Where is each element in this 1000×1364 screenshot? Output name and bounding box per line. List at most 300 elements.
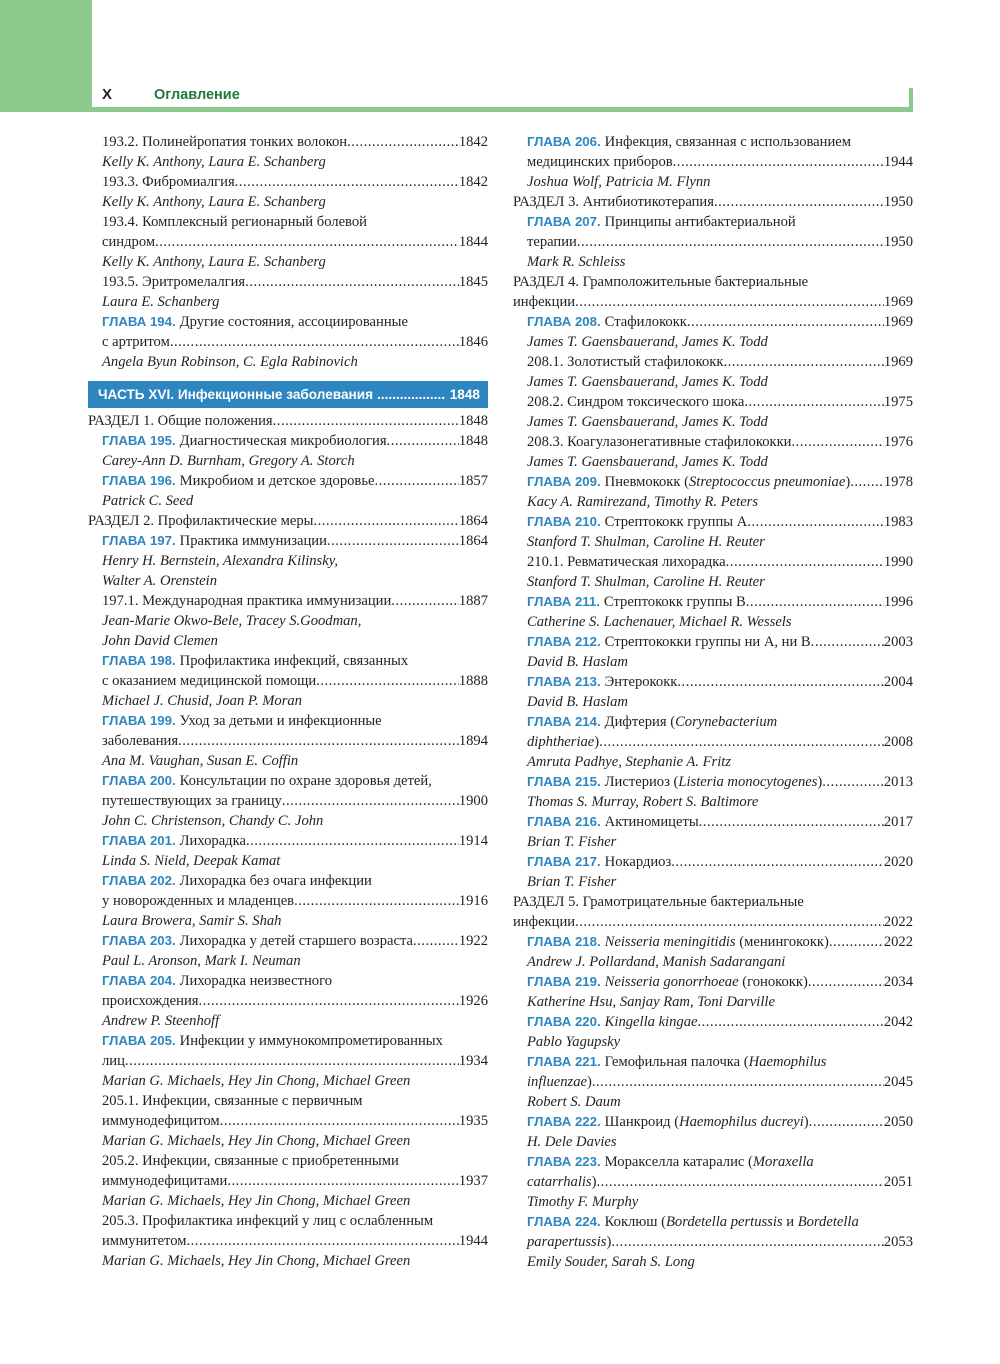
toc-entry-text — [527, 132, 851, 152]
entry-title: лиц — [102, 1053, 125, 1069]
page-reference: 1848 — [458, 413, 488, 429]
toc-entry-text — [102, 731, 178, 751]
entry-latin-name: Bordetella — [797, 1214, 859, 1230]
chapter-label: ГЛАВА 201. — [102, 833, 176, 848]
page-reference: 1914 — [458, 833, 488, 849]
entry-title: иммунитетом — [102, 1233, 187, 1249]
entry-title: Marian G. Michaels, Hey Jin Chong, Michael Green — [102, 1073, 411, 1089]
toc-entry-text — [527, 1232, 611, 1252]
toc-subchapter — [88, 172, 488, 192]
page-reference: 1894 — [458, 733, 488, 749]
entry-title: терапии — [527, 234, 577, 250]
page-reference: 1845 — [458, 274, 488, 290]
entry-title: H. Dele Davies — [527, 1134, 617, 1150]
entry-title: Thomas S. Murray, Robert S. Baltimore — [527, 794, 759, 810]
toc-entry-text — [527, 352, 723, 372]
leader-dots — [316, 671, 459, 691]
page-reference: 2013 — [883, 774, 913, 790]
toc-chapter — [88, 711, 488, 731]
leader-dots — [347, 132, 459, 152]
page-reference: 1935 — [458, 1113, 488, 1129]
toc-authors — [88, 851, 488, 871]
leader-dots — [699, 812, 884, 832]
entry-title: Общие положения — [157, 413, 273, 429]
chapter-label: ГЛАВА 209. — [527, 474, 601, 489]
toc-authors — [88, 551, 488, 571]
toc-entry-text — [102, 252, 326, 272]
toc-entry-text — [102, 471, 374, 491]
entry-title: 210.1. Ревматическая лихорадка — [527, 554, 726, 570]
entry-title: Brian T. Fisher — [527, 874, 617, 890]
toc-entry-text — [527, 552, 726, 572]
toc-entry-text — [527, 872, 616, 892]
toc-entry-text — [527, 952, 785, 972]
toc-authors — [88, 691, 488, 711]
entry-title: Стафилококк — [604, 314, 687, 330]
entry-title: Принципы антибактериальной — [604, 214, 796, 230]
chapter-label: ГЛАВА 222. — [527, 1114, 601, 1129]
chapter-label: ГЛАВА 212. — [527, 634, 601, 649]
toc-entry-continuation — [88, 791, 488, 811]
entry-title: James T. Gaensbauerand, James K. Todd — [527, 334, 768, 350]
chapter-label: ГЛАВА 200. — [102, 773, 176, 788]
entry-title: Pablo Yagupsky — [527, 1034, 621, 1050]
page-reference: 2034 — [883, 974, 913, 990]
entry-title: Amruta Padhye, Stephanie A. Fritz — [527, 754, 732, 770]
entry-title: 208.2. Синдром токсического шока — [527, 394, 745, 410]
entry-title-tail: ) — [594, 734, 600, 750]
entry-title: заболевания — [102, 733, 179, 749]
page-reference: 2050 — [883, 1114, 913, 1130]
toc-chapter — [513, 132, 913, 152]
toc-entry-text — [527, 672, 677, 692]
entry-title: Marian G. Michaels, Hey Jin Chong, Michael Green — [102, 1133, 411, 1149]
page-reference: 1842 — [458, 174, 488, 190]
toc-entry-continuation — [88, 1111, 488, 1131]
chapter-label: ГЛАВА 205. — [102, 1033, 176, 1048]
entry-title: Антибиотикотерапия — [582, 194, 714, 210]
entry-title: Нокардиоз — [604, 854, 672, 870]
toc-entry-text — [513, 912, 575, 932]
toc-entry-text — [102, 711, 382, 731]
toc-entry-text — [527, 712, 777, 732]
toc-entry-continuation — [88, 731, 488, 751]
toc-subchapter — [513, 392, 913, 412]
leader-dots — [577, 232, 884, 252]
toc-entry-text — [527, 492, 758, 512]
toc-chapter — [88, 531, 488, 551]
chapter-label: ГЛАВА 197. — [102, 533, 176, 548]
toc-entry-continuation — [88, 1231, 488, 1251]
toc-entry-text — [527, 232, 577, 252]
toc-entry-text — [102, 551, 338, 571]
toc-entry-text — [527, 792, 758, 812]
leader-dots — [673, 152, 884, 172]
leader-dots — [592, 1072, 884, 1092]
entry-title: медицинских приборов — [527, 154, 673, 170]
page-reference: 1864 — [458, 533, 488, 549]
page-reference: 2017 — [883, 814, 913, 830]
toc-entry-text — [527, 392, 744, 412]
toc-authors — [513, 252, 913, 272]
toc-chapter — [513, 1012, 913, 1032]
page-reference: 1864 — [458, 513, 488, 529]
entry-latin-name: Kingella kingae — [604, 1014, 698, 1030]
entry-title: Joshua Wolf, Patricia M. Flynn — [527, 174, 711, 190]
toc-chapter — [88, 312, 488, 332]
toc-entry-text — [527, 332, 768, 352]
toc-entry-continuation — [513, 232, 913, 252]
leader-dots — [822, 772, 884, 792]
toc-entry-text — [527, 1192, 638, 1212]
toc-authors — [88, 152, 488, 172]
entry-title: Диагностическая микробиология — [179, 433, 387, 449]
entry-title-tail: (гонококк) — [738, 974, 808, 990]
toc-chapter — [513, 1212, 913, 1232]
entry-title: Emily Souder, Sarah S. Long — [527, 1254, 695, 1270]
toc-subchapter — [88, 1211, 488, 1231]
toc-entry-text — [102, 971, 332, 991]
entry-title: происхождения — [102, 993, 199, 1009]
part-page-number: 1848 — [449, 387, 480, 402]
toc-entry-text — [102, 1191, 410, 1211]
section-label: РАЗДЕЛ 2. — [88, 513, 155, 529]
leader-dots — [227, 1171, 459, 1191]
entry-title: 208.1. Золотистый стафилококк — [527, 354, 724, 370]
toc-entry-text — [102, 272, 245, 292]
toc-chapter — [88, 651, 488, 671]
toc-authors — [513, 1092, 913, 1112]
toc-entry-text — [527, 472, 850, 492]
toc-authors — [513, 1032, 913, 1052]
chapter-label: ГЛАВА 195. — [102, 433, 176, 448]
entry-title-tail: ) — [845, 474, 851, 490]
entry-title: Mark R. Schleiss — [527, 254, 626, 270]
toc-entry-text — [88, 411, 273, 431]
entry-title: Стрептококк группы В — [603, 594, 746, 610]
entry-latin-name: Listeria monocytogenes — [678, 774, 818, 790]
entry-title: с артритом — [102, 334, 170, 350]
toc-entry-text — [527, 992, 775, 1012]
toc-entry-text — [102, 1131, 410, 1151]
toc-entry-text — [527, 452, 768, 472]
part-title: ЧАСТЬ XVI. Инфекционные заболевания — [98, 387, 374, 402]
leader-dots — [125, 1051, 459, 1071]
toc-entry-text — [527, 752, 731, 772]
entry-title: Энтерококк — [604, 674, 678, 690]
entry-title: Marian G. Michaels, Hey Jin Chong, Michael Green — [102, 1253, 411, 1269]
page-reference: 2022 — [883, 934, 913, 950]
entry-latin-name: Haemophilus ducreyi — [679, 1114, 804, 1130]
toc-entry-text — [527, 932, 829, 952]
toc-chapter — [88, 931, 488, 951]
toc-authors — [513, 492, 913, 512]
toc-authors — [88, 352, 488, 372]
page-reference: 1857 — [458, 473, 488, 489]
page-reference: 1978 — [883, 474, 913, 490]
leader-dots — [199, 991, 459, 1011]
chapter-label: ГЛАВА 213. — [527, 674, 601, 689]
toc-entry-text — [527, 1152, 814, 1172]
chapter-label: ГЛАВА 199. — [102, 713, 176, 728]
section-label: РАЗДЕЛ 5. — [513, 894, 580, 910]
entry-title: Kelly K. Anthony, Laura E. Schanberg — [102, 154, 326, 170]
toc-entry-continuation — [88, 232, 488, 252]
toc-entry-text — [102, 172, 235, 192]
chapter-label: ГЛАВА 202. — [102, 873, 176, 888]
toc-subchapter — [513, 552, 913, 572]
entry-title: James T. Gaensbauerand, James K. Todd — [527, 454, 768, 470]
leader-dots — [811, 632, 884, 652]
entry-title: Практика иммунизации — [179, 533, 327, 549]
toc-entry-text — [102, 1231, 187, 1251]
page-reference: 1934 — [458, 1053, 488, 1069]
toc-entry-text — [102, 771, 432, 791]
leader-dots — [246, 831, 459, 851]
toc-entry-text — [102, 1031, 443, 1051]
entry-title: с оказанием медицинской помощи — [102, 673, 317, 689]
entry-title: иммунодефицитами — [102, 1173, 228, 1189]
toc-section — [513, 292, 913, 312]
page-reference: 1990 — [883, 554, 913, 570]
entry-title: у новорожденных и младенцев — [102, 893, 295, 909]
leader-dots — [327, 531, 459, 551]
page-reference: 2003 — [883, 634, 913, 650]
entry-title: 193.2. Полинейропатия тонких волокон — [102, 134, 348, 150]
toc-left-column — [88, 132, 488, 1271]
toc-entry-text — [102, 611, 361, 631]
leader-dots — [282, 791, 459, 811]
toc-chapter — [513, 1052, 913, 1072]
toc-subchapter — [88, 272, 488, 292]
page-reference: 2004 — [883, 674, 913, 690]
toc-authors — [513, 952, 913, 972]
leader-dots — [187, 1231, 459, 1251]
entry-latin-name: Neisseria meningitidis — [604, 934, 736, 950]
leader-dots — [245, 272, 459, 292]
leader-dots — [687, 312, 884, 332]
chapter-label: ГЛАВА 206. — [527, 134, 601, 149]
entry-title: Другие состояния, ассоциированные — [179, 314, 408, 330]
toc-entry-text — [527, 852, 671, 872]
page-reference: 2045 — [883, 1074, 913, 1090]
running-header-title: Оглавление — [154, 87, 240, 103]
page-reference: 2042 — [883, 1014, 913, 1030]
leader-dots — [575, 292, 884, 312]
toc-authors — [88, 1071, 488, 1091]
entry-latin-name: Haemophilus — [748, 1054, 827, 1070]
leader-dots — [170, 332, 459, 352]
leader-dots — [850, 472, 884, 492]
chapter-label: ГЛАВА 218. — [527, 934, 601, 949]
toc-entry-text — [102, 931, 413, 951]
entry-title-tail: (менингококк) — [735, 934, 829, 950]
toc-entry-text — [527, 1252, 695, 1272]
toc-authors — [513, 1132, 913, 1152]
toc-authors — [513, 1252, 913, 1272]
entry-title: James T. Gaensbauerand, James K. Todd — [527, 374, 768, 390]
page-reference: 1844 — [458, 234, 488, 250]
toc-entry-text — [102, 891, 294, 911]
leader-dots — [391, 591, 459, 611]
entry-title: John C. Christenson, Chandy C. John — [102, 813, 324, 829]
toc-entry-continuation — [513, 1232, 913, 1252]
toc-entry-text — [102, 232, 155, 252]
section-label: РАЗДЕЛ 1. — [88, 413, 155, 429]
entry-title: 205.3. Профилактика инфекций у лиц с ослабленным — [102, 1213, 434, 1229]
toc-chapter — [513, 512, 913, 532]
entry-title: Грамотрицательные бактериальные — [582, 894, 804, 910]
entry-title: 193.4. Комплексный регионарный болевой — [102, 214, 367, 230]
toc-authors — [88, 451, 488, 471]
entry-title: Шанкроид ( — [604, 1114, 680, 1130]
toc-section — [513, 892, 913, 912]
toc-entry-text — [102, 951, 301, 971]
toc-authors — [513, 172, 913, 192]
toc-entry-continuation — [513, 732, 913, 752]
entry-title: Stanford T. Shulman, Caroline H. Reuter — [527, 534, 765, 550]
toc-chapter — [513, 812, 913, 832]
leader-dots — [599, 732, 884, 752]
toc-subchapter — [88, 132, 488, 152]
entry-title: инфекции — [513, 914, 576, 930]
page-reference: 1969 — [883, 294, 913, 310]
toc-entry-text — [527, 432, 791, 452]
toc-entry-text — [102, 491, 193, 511]
toc-authors — [513, 372, 913, 392]
toc-chapter — [513, 932, 913, 952]
page-reference: 1916 — [458, 893, 488, 909]
toc-entry-continuation — [513, 1072, 913, 1092]
part-heading — [88, 381, 488, 408]
entry-title: 197.1. Международная практика иммунизации — [102, 593, 392, 609]
toc-authors — [88, 252, 488, 272]
entry-title: Catherine S. Lachenauer, Michael R. Wessels — [527, 614, 792, 630]
toc-authors — [513, 832, 913, 852]
toc-chapter — [513, 972, 913, 992]
leader-dots — [829, 932, 884, 952]
toc-authors — [88, 292, 488, 312]
toc-chapter — [88, 831, 488, 851]
toc-authors — [513, 1192, 913, 1212]
entry-title: Andrew J. Pollardand, Manish Sadarangani — [527, 954, 786, 970]
page-reference: 1950 — [883, 194, 913, 210]
entry-latin-name: Bordetella pertussis — [665, 1214, 783, 1230]
page-reference: 1996 — [883, 594, 913, 610]
page-reference: 2008 — [883, 734, 913, 750]
chapter-label: ГЛАВА 207. — [527, 214, 601, 229]
toc-entry-text — [527, 652, 628, 672]
entry-title: Профилактика инфекций, связанных — [179, 653, 409, 669]
leader-dots — [220, 1111, 459, 1131]
toc-chapter — [513, 632, 913, 652]
entry-latin-name: parapertussis — [527, 1234, 607, 1250]
toc-chapter — [88, 1031, 488, 1051]
leader-dots — [273, 411, 459, 431]
page-reference: 1922 — [458, 933, 488, 949]
toc-entry-text — [527, 1032, 620, 1052]
entry-title: 205.2. Инфекции, связанные с приобретенными — [102, 1153, 399, 1169]
toc-entry-text — [527, 772, 822, 792]
entry-title: Henry H. Bernstein, Alexandra Kilinsky, — [102, 553, 339, 569]
page-reference: 1937 — [458, 1173, 488, 1189]
toc-authors — [513, 692, 913, 712]
page-reference: 1900 — [458, 793, 488, 809]
entry-latin-name: Corynebacterium — [675, 714, 778, 730]
toc-right-column — [513, 132, 913, 1272]
toc-entry-text — [102, 991, 199, 1011]
toc-entry-text — [102, 651, 408, 671]
toc-entry-text — [527, 1112, 809, 1132]
toc-entry-text — [527, 1092, 621, 1112]
toc-entry-text — [102, 671, 316, 691]
toc-entry-text — [527, 1132, 617, 1152]
toc-entry-text — [102, 591, 391, 611]
page-reference: 1888 — [458, 673, 488, 689]
toc-authors — [88, 1011, 488, 1031]
entry-title: Laura Browera, Samir S. Shah — [102, 913, 282, 929]
leader-dots — [791, 432, 883, 452]
toc-authors — [513, 612, 913, 632]
entry-title: Marian G. Michaels, Hey Jin Chong, Michael Green — [102, 1193, 411, 1209]
toc-entry-text — [102, 152, 326, 172]
header-color-block — [0, 0, 92, 112]
toc-entry-continuation — [513, 152, 913, 172]
toc-chapter — [513, 212, 913, 232]
toc-authors — [88, 491, 488, 511]
entry-title: путешествующих за границу — [102, 793, 282, 809]
toc-authors — [88, 631, 488, 651]
entry-latin-name: Moraxella — [752, 1154, 814, 1170]
chapter-label: ГЛАВА 224. — [527, 1214, 601, 1229]
entry-title: Brian T. Fisher — [527, 834, 617, 850]
leader-dots — [714, 192, 884, 212]
toc-entry-text — [527, 312, 687, 332]
entry-title: Профилактические меры — [157, 513, 314, 529]
toc-authors — [513, 992, 913, 1012]
toc-subchapter — [88, 591, 488, 611]
leader-dots — [413, 931, 459, 951]
toc-authors — [88, 1191, 488, 1211]
chapter-label: ГЛАВА 196. — [102, 473, 176, 488]
leader-dots — [809, 1112, 884, 1132]
toc-authors — [513, 452, 913, 472]
toc-entry-text — [527, 212, 796, 232]
toc-entry-text — [527, 732, 599, 752]
toc-authors — [88, 1131, 488, 1151]
toc-entry-text — [102, 312, 408, 332]
toc-entry-text — [102, 192, 326, 212]
chapter-label: ГЛАВА 216. — [527, 814, 601, 829]
entry-title: Angela Byun Robinson, C. Egla Rabinovich — [102, 354, 358, 370]
chapter-label: ГЛАВА 215. — [527, 774, 601, 789]
leader-dots — [723, 352, 883, 372]
entry-title: Katherine Hsu, Sanjay Ram, Toni Darville — [527, 994, 775, 1010]
toc-entry-continuation — [88, 891, 488, 911]
toc-entry-text — [527, 572, 765, 592]
toc-entry-text — [102, 851, 280, 871]
section-label: РАЗДЕЛ 4. — [513, 274, 580, 290]
toc-entry-text — [513, 192, 714, 212]
toc-entry-text — [527, 1012, 697, 1032]
toc-entry-text — [102, 871, 372, 891]
entry-title: Дифтерия ( — [604, 714, 676, 730]
toc-entry-text — [102, 691, 302, 711]
leader-dots — [808, 972, 884, 992]
chapter-label: ГЛАВА 217. — [527, 854, 601, 869]
entry-title: Стрептококки группы ни А, ни В — [604, 634, 811, 650]
page-reference: 1983 — [883, 514, 913, 530]
